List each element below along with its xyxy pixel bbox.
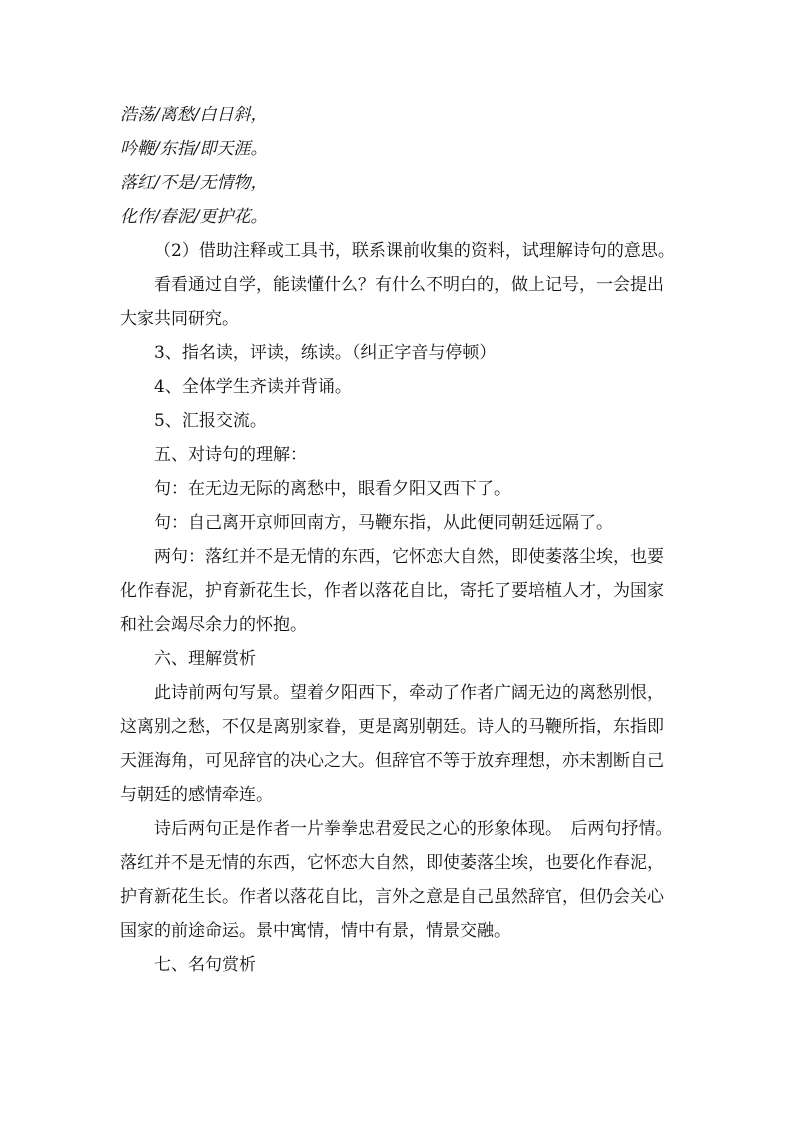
- paragraph-line-1-meaning: 句：在无边无际的离愁中，眼看夕阳又西下了。: [154, 479, 511, 499]
- paragraph-step-4: 4、全体学生齐读并背诵。: [154, 377, 352, 397]
- paragraph-appreciation-2: 诗后两句正是作者一片拳拳忠君爱民之心的形象体现。 后两句抒情。落红并不是无情的东西，它怀恋大自然，即使萎落尘埃，也要化作春泥，护育新花生长。作者以落花自比，言外之意是自己虽然辞官，但仍会关心国家的前途命运。景中寓情，情中有景，情景交融。: [120, 819, 673, 941]
- paragraph-self-study: 看看通过自学，能读懂什么？有什么不明白的，做上记号，一会提出大家共同研究。: [120, 275, 664, 329]
- poem-line-4: 化作/春泥/更护花。: [120, 207, 268, 227]
- document-body: [120, 98, 676, 982]
- section-heading-7: 七、名句赏析: [154, 955, 256, 975]
- section-heading-5: 五、对诗句的理解：: [154, 445, 307, 465]
- paragraph-instruction-2: （2）借助注释或工具书，联系课前收集的资料，试理解诗句的意思。: [154, 241, 675, 261]
- paragraph-lines-3-4-meaning: 两句：落红并不是无情的东西，它怀恋大自然，即使萎落尘埃，也要化作春泥，护育新花生长，作者以落花自比，寄托了要培植人才，为国家和社会竭尽余力的怀抱。: [120, 547, 664, 635]
- paragraph-line-2-meaning: 句：自己离开京师回南方，马鞭东指，从此便同朝廷远隔了。: [154, 513, 613, 533]
- section-heading-6: 六、理解赏析: [154, 649, 256, 669]
- poem-line-2: 吟鞭/东指/即天涯。: [120, 139, 268, 159]
- paragraph-appreciation-1: 此诗前两句写景。望着夕阳西下，牵动了作者广阔无边的离愁别恨，这离别之愁，不仅是离别家眷，更是离别朝廷。诗人的马鞭所指，东指即天涯海角，可见辞官的决心之大。但辞官不等于放弃理想，亦未割断自己与朝廷的感情牵连。: [120, 683, 664, 805]
- paragraph-step-5: 5、汇报交流。: [154, 411, 267, 431]
- poem-line-3: 落红/不是/无情物，: [120, 173, 268, 193]
- poem-line-1: 浩荡/离愁/白日斜，: [120, 105, 268, 125]
- paragraph-step-3: 3、指名读，评读，练读。（纠正字音与停顿）: [154, 343, 497, 363]
